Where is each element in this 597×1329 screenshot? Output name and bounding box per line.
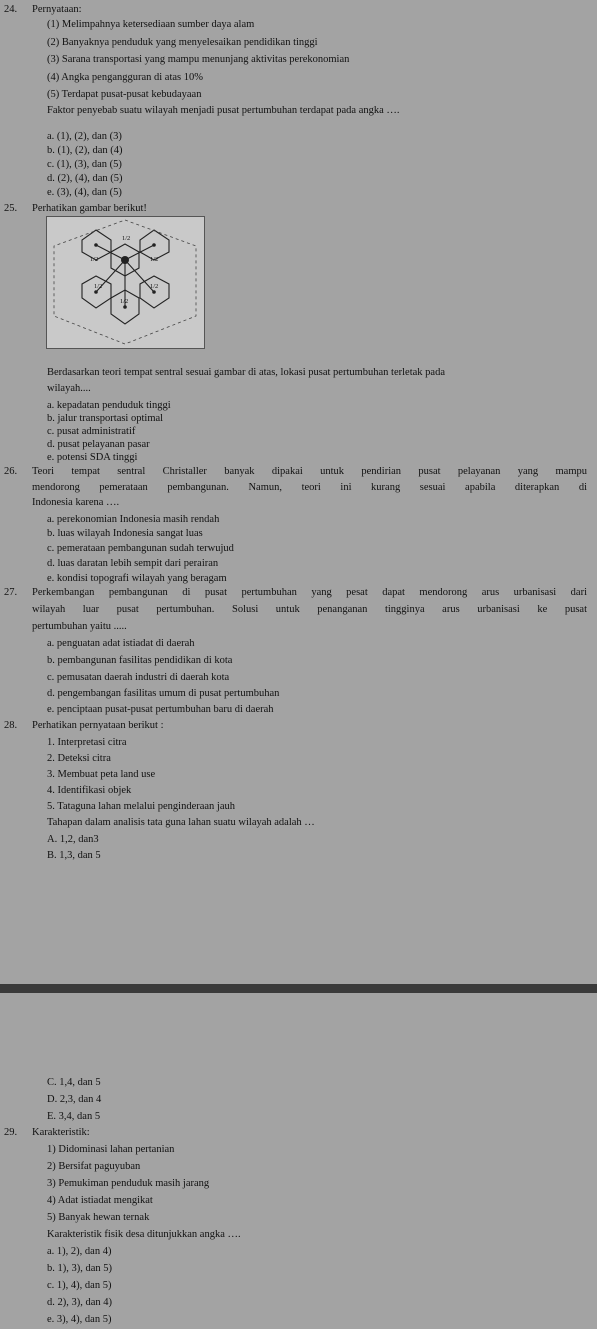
q29-option-d[interactable]: d. 2), 3), dan 4) bbox=[47, 1297, 113, 1308]
q25-title: Perhatikan gambar berikut! bbox=[32, 203, 147, 214]
q24-statement-2: (2) Banyaknya penduduk yang menyelesaikan pendidikan tinggi bbox=[47, 37, 318, 48]
q24-statement-5: (5) Terdapat pusat-pusat kebudayaan bbox=[47, 89, 202, 100]
q26-text-line1: Teori tempat sentral Christaller banyak dipakai untuk pendirian pusat pelayanan yang mampu bbox=[32, 466, 587, 477]
q25-number: 25. bbox=[4, 203, 18, 214]
q24-statement-3: (3) Sarana transportasi yang mampu menunjang aktivitas perekonomian bbox=[47, 54, 350, 65]
q28-option-D[interactable]: D. 2,3, dan 4 bbox=[47, 1094, 102, 1105]
fig-label-lower-left: 1/2 bbox=[94, 283, 103, 290]
q29-title: Karakteristik: bbox=[32, 1127, 90, 1138]
fig-label-upper-right: 1/2 bbox=[150, 256, 159, 263]
q27-text-line1: Perkembangan pembangunan di pusat pertumbuhan yang pesat dapat mendorong arus urbanisasi dari bbox=[32, 587, 587, 598]
q27-option-b[interactable]: b. pembangunan fasilitas pendidikan di kota bbox=[47, 655, 233, 666]
q28-option-A[interactable]: A. 1,2, dan3 bbox=[47, 834, 99, 845]
q29-option-b[interactable]: b. 1), 3), dan 5) bbox=[47, 1263, 113, 1274]
q27-text-line3: pertumbuhan yaitu ..... bbox=[32, 621, 127, 632]
q28-question: Tahapan dalam analisis tata guna lahan suatu wilayah adalah … bbox=[47, 817, 315, 828]
q24-option-b[interactable]: b. (1), (2), dan (4) bbox=[47, 145, 123, 156]
q26-option-d[interactable]: d. luas daratan lebih sempit dari perairan bbox=[47, 558, 219, 569]
q29-statement-2: 2) Bersifat paguyuban bbox=[47, 1161, 141, 1172]
q28-title: Perhatikan pernyataan berikut : bbox=[32, 720, 164, 731]
q25-option-c[interactable]: c. pusat administratif bbox=[47, 426, 136, 437]
q24-question: Faktor penyebab suatu wilayah menjadi pusat pertumbuhan terdapat pada angka …. bbox=[47, 105, 400, 116]
q26-number: 26. bbox=[4, 466, 18, 477]
q27-option-e[interactable]: e. penciptaan pusat-pusat pertumbuhan baru di daerah bbox=[47, 704, 274, 715]
q28-option-C[interactable]: C. 1,4, dan 5 bbox=[47, 1077, 101, 1088]
q29-statement-3: 3) Pemukiman penduduk masih jarang bbox=[47, 1178, 210, 1189]
q27-option-c[interactable]: c. pemusatan daerah industri di daerah kota bbox=[47, 672, 230, 683]
q26-option-e[interactable]: e. kondisi topografi wilayah yang beragam bbox=[47, 573, 227, 584]
page-break-divider bbox=[0, 984, 597, 993]
q28-number: 28. bbox=[4, 720, 18, 731]
q25-option-a[interactable]: a. kepadatan penduduk tinggi bbox=[47, 400, 171, 411]
q24-statement-4: (4) Angka pengangguran di atas 10% bbox=[47, 72, 203, 83]
q25-option-d[interactable]: d. pusat pelayanan pasar bbox=[47, 439, 150, 450]
q24-option-d[interactable]: d. (2), (4), dan (5) bbox=[47, 173, 123, 184]
q28-statement-3: 3. Membuat peta land use bbox=[47, 769, 156, 780]
q27-text-line2: wilayah luar pusat pertumbuhan. Solusi untuk penanganan tingginya arus urbanisasi ke pusat bbox=[32, 604, 587, 615]
q24-title: Pernyataan: bbox=[32, 4, 82, 15]
q28-option-E[interactable]: E. 3,4, dan 5 bbox=[47, 1111, 101, 1122]
fig-label-bottom: 1/2 bbox=[120, 298, 129, 305]
q24-statement-1: (1) Melimpahnya ketersediaan sumber daya alam bbox=[47, 19, 255, 30]
q24-number: 24. bbox=[4, 4, 18, 15]
fig-label-upper-left: 1/2 bbox=[90, 256, 99, 263]
central-place-hexagon-figure bbox=[46, 216, 205, 349]
q26-option-b[interactable]: b. luas wilayah Indonesia sangat luas bbox=[47, 528, 203, 539]
q28-statement-4: 4. Identifikasi objek bbox=[47, 785, 132, 796]
q26-option-a[interactable]: a. perekonomian Indonesia masih rendah bbox=[47, 514, 220, 525]
q24-option-e[interactable]: e. (3), (4), dan (5) bbox=[47, 187, 122, 198]
q27-number: 27. bbox=[4, 587, 18, 598]
q29-statement-1: 1) Didominasi lahan pertanian bbox=[47, 1144, 175, 1155]
q26-option-c[interactable]: c. pemerataan pembangunan sudah terwujud bbox=[47, 543, 234, 554]
q29-question: Karakteristik fisik desa ditunjukkan angka …. bbox=[47, 1229, 241, 1240]
q28-option-B[interactable]: B. 1,3, dan 5 bbox=[47, 850, 101, 861]
q27-option-d[interactable]: d. pengembangan fasilitas umum di pusat pertumbuhan bbox=[47, 688, 280, 699]
q29-statement-4: 4) Adat istiadat mengikat bbox=[47, 1195, 153, 1206]
q25-option-e[interactable]: e. potensi SDA tinggi bbox=[47, 452, 138, 463]
q25-question-line2: wilayah.... bbox=[47, 383, 91, 394]
q24-option-a[interactable]: a. (1), (2), dan (3) bbox=[47, 131, 122, 142]
q29-statement-5: 5) Banyak hewan ternak bbox=[47, 1212, 150, 1223]
fig-label-lower-right: 1/2 bbox=[150, 283, 159, 290]
q28-statement-5: 5. Tataguna lahan melalui penginderaan jauh bbox=[47, 801, 236, 812]
q28-statement-2: 2. Deteksi citra bbox=[47, 753, 111, 764]
q25-option-b[interactable]: b. jalur transportasi optimal bbox=[47, 413, 164, 424]
fig-label-top: 1/2 bbox=[122, 235, 131, 242]
q29-option-e[interactable]: e. 3), 4), dan 5) bbox=[47, 1314, 112, 1325]
q24-option-c[interactable]: c. (1), (3), dan (5) bbox=[47, 159, 122, 170]
q27-option-a[interactable]: a. penguatan adat istiadat di daerah bbox=[47, 638, 195, 649]
q29-number: 29. bbox=[4, 1127, 18, 1138]
q28-statement-1: 1. Interpretasi citra bbox=[47, 737, 127, 748]
q25-question-line1: Berdasarkan teori tempat sentral sesuai gambar di atas, lokasi pusat pertumbuhan terletak pada bbox=[47, 367, 445, 378]
q29-option-a[interactable]: a. 1), 2), dan 4) bbox=[47, 1246, 112, 1257]
q26-text-line3: Indonesia karena …. bbox=[32, 497, 120, 508]
q26-text-line2: mendorong pemerataan pembangunan. Namun, teori ini kurang sesuai apabila diterapkan di bbox=[32, 482, 587, 493]
q29-option-c[interactable]: c. 1), 4), dan 5) bbox=[47, 1280, 112, 1291]
